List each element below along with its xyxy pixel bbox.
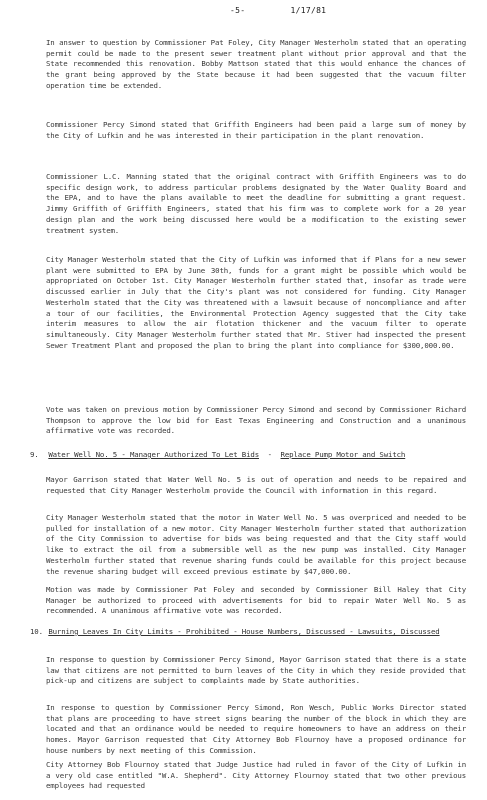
agenda-item-number: 9.: [30, 450, 39, 459]
paragraph-westerholm-epa: City Manager Westerholm stated that the City of Lufkin was informed that if Plans for a new sewer plant were submitted to EPA by June 30th, funds for a grant might be possible which would be appropriated on October 1st. City Manager Westerholm further stated that, insofar as trade were discussed earlier in July that the City's plant was not considered for funding. City Manager Westerholm stated that the City was threatened with a lawsuit because of noncompliance and after a tour of our facilities, the Environmental Protection Agency suggested that the City take interim measures to allow the air flotation thickener and the vacuum filter to operate simultaneously. City Manager Westerholm further stated that Mr. Stiver had inspected the present Sewer Treatment Plant and proposed the plan to bring the plant into compliance for $300,000.00.: [46, 255, 466, 350]
paragraph-manning-contract: Commissioner L.C. Manning stated that the original contract with Griffith Engineers was to do specific design work, to address particular problems designated by the Water Quality Board and the EPA, and to have the plans available to meet the deadline for submitting a grant request. Jimmy Griffith of Griffith Engineers, stated that his firm was to complete work for a 20 year design plan and the work being discussed here would be a modification to the existing sewer treatment system.: [46, 172, 466, 235]
agenda-item-9: 9. Water Well No. 5 - Manager Authorized To Let Bids - Replace Pump Motor and Switch: [30, 450, 406, 459]
paragraph-lawsuit: City Attorney Bob Flournoy stated that Judge Justice had ruled in favor of the City of Lufkin in a very old case entitled "W.A. Shepherd". City Attorney Flournoy stated that two other previous employees had requested: [46, 760, 466, 791]
paragraph-vote-low-bid: Vote was taken on previous motion by Commissioner Percy Simond and second by Commissioner Richard Thompson to approve the low bid for East Texas Engineering and Construction and a unanimous affirmative vote was recorded.: [46, 405, 466, 436]
paragraph-motion-well: Motion was made by Commissioner Pat Foley and seconded by Commissioner Bill Haley that City Manager be authorized to proceed with advertisements for bid to repair Water Well No. 5 as recommended. A unanimous affirmative vote was recorded.: [46, 585, 466, 616]
page-number: -5-: [230, 6, 246, 15]
agenda-item-number: 10.: [30, 627, 43, 636]
page-date: 1/17/81: [290, 6, 327, 15]
paragraph-simond-griffith: Commissioner Percy Simond stated that Griffith Engineers had been paid a large sum of money by the City of Lufkin and he was interested in their participation in the plant renovation.: [46, 120, 466, 140]
agenda-item-title: Burning Leaves In City Limits - Prohibited - House Numbers, Discussed - Lawsuits, Discussed: [48, 627, 440, 636]
agenda-item-title: Water Well No. 5 - Manager Authorized To Let Bids: [48, 450, 259, 459]
paragraph-burning-leaves: In response to question by Commissioner Percy Simond, Mayor Garrison stated that there is a state law that citizens are not permitted to burn leaves of the City in which they reside provided that pick-up and citizens are subject to complaints made by State authorities.: [46, 655, 466, 686]
agenda-item-10: [30, 627, 468, 638]
agenda-item-title-rest: Replace Pump Motor and Switch: [280, 450, 406, 459]
paragraph-westerholm-motor: City Manager Westerholm stated that the motor in Water Well No. 5 was overpriced and needed to be pulled for installation of a new motor. City Manager Westerholm further stated that authorization of the City Commission to advertise for bids was being requested and that the City staff would like to extract the oil from a submersible well as the new pump was installed. City Manager Westerholm further stated that revenue sharing funds could be available for this project because the revenue sharing budget will exceed previous estimate by $47,000.00.: [46, 513, 466, 576]
page-header: [230, 6, 326, 15]
paragraph-mayor-well: Mayor Garrison stated that Water Well No. 5 is out of operation and needs to be repaired and requested that City Manager Westerholm provide the Council with information in this regard.: [46, 475, 466, 495]
paragraph-foley-question: In answer to question by Commissioner Pat Foley, City Manager Westerholm stated that an operating permit could be made to the present sewer treatment plant without prior approval and that the State recommended this renovation. Bobby Mattson stated that this would enhance the chances of the grant being approved by the State because it had been suggested that the vacuum filter operation time be extended.: [46, 38, 466, 90]
paragraph-house-numbers: In response to question by Commissioner Percy Simond, Ron Wesch, Public Works Director stated that plans are proceeding to have street signs bearing the number of the block in which they are located and that an ordinance would be needed to require homeowners to have an address on their homes. Mayor Garrison requested that City Attorney Bob Flournoy have a proposed ordinance for house numbers by next meeting of this Commission.: [46, 703, 466, 755]
